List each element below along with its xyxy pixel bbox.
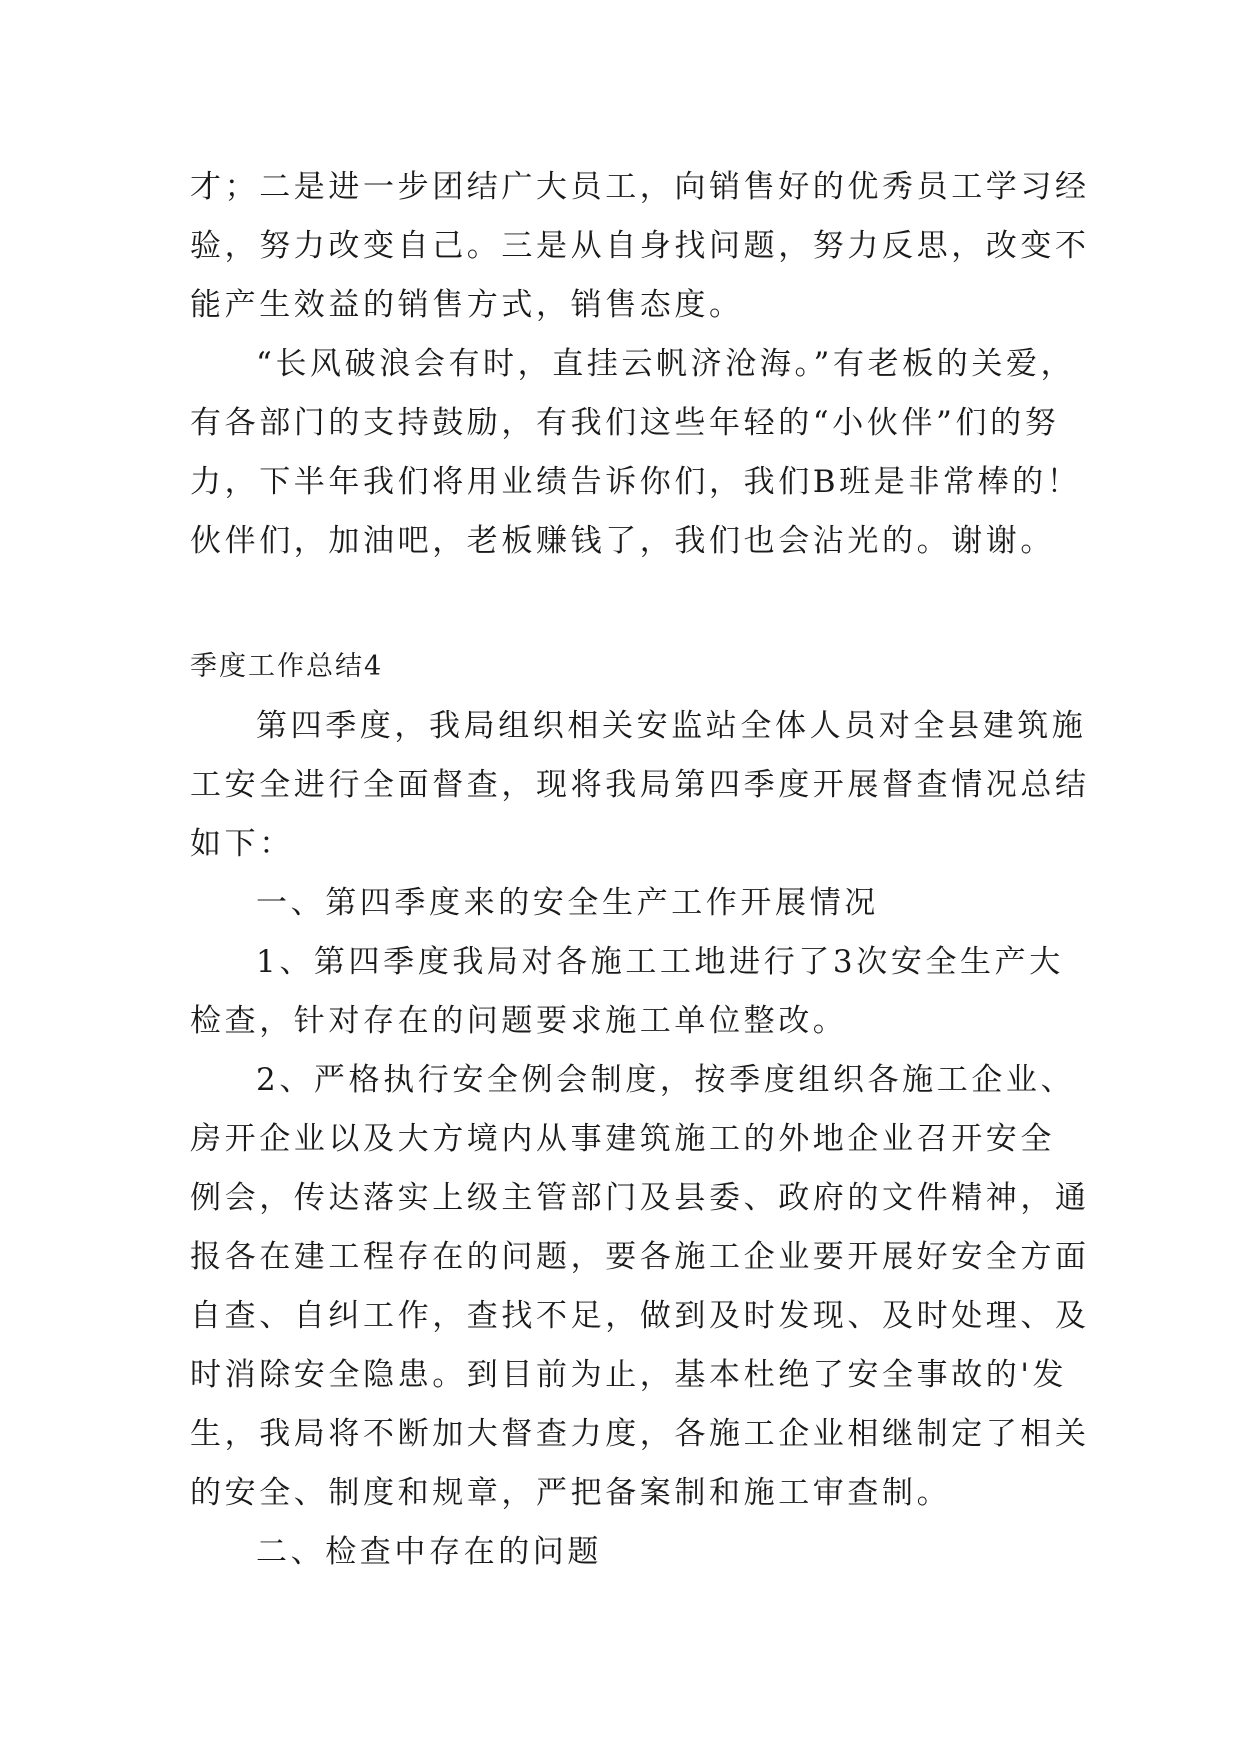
text-line: 有各部门的支持鼓励，有我们这些年轻的“小伙伴”们的努 (190, 405, 1060, 441)
text-line: 的安全、制度和规章，严把备案制和施工审查制。 (190, 1475, 952, 1511)
subheading-2: 二、检查中存在的问题 (256, 1534, 602, 1570)
paragraph-item-2 (190, 1051, 1090, 1523)
text-line: 才；二是进一步团结广大员工，向销售好的优秀员工学习经 (190, 169, 1090, 205)
text-line: 时消除安全隐患。到目前为止，基本杜绝了安全事故的'发 (190, 1357, 1068, 1393)
text-line: 力，下半年我们将用业绩告诉你们，我们B班是非常棒的！ (190, 464, 1082, 500)
text-line: “长风破浪会有时，直挂云帆济沧海。”有老板的关爱， (256, 346, 1076, 382)
subheading-1: 一、第四季度来的安全生产工作开展情况 (256, 885, 879, 921)
paragraph-intro (190, 697, 1090, 874)
text-line: 自查、自纠工作，查找不足，做到及时发现、及时处理、及 (190, 1298, 1090, 1334)
text-line: 房开企业以及大方境内从事建筑施工的外地企业召开安全 (190, 1121, 1055, 1157)
paragraph-item-1 (190, 933, 1064, 1051)
text-line: 报各在建工程存在的问题，要各施工企业要开展好安全方面 (190, 1239, 1090, 1275)
text-line: 验，努力改变自己。三是从自身找问题，努力反思，改变不 (190, 228, 1090, 264)
text-line: 伙伴们，加油吧，老板赚钱了，我们也会沾光的。谢谢。 (190, 523, 1055, 559)
section-spacer (190, 571, 1056, 637)
paragraph-continued (190, 158, 1090, 335)
text-line: 2、严格执行安全例会制度，按季度组织各施工企业、 (256, 1062, 1076, 1098)
text-line: 生，我局将不断加大督查力度，各施工企业相继制定了相关 (190, 1416, 1090, 1452)
document-body (190, 158, 1090, 1582)
text-line: 第四季度，我局组织相关安监站全体人员对全县建筑施 (256, 708, 1087, 744)
text-line: 检查，针对存在的问题要求施工单位整改。 (190, 1003, 848, 1039)
text-line: 能产生效益的销售方式，销售态度。 (190, 287, 744, 323)
section-title: 季度工作总结4 (190, 651, 384, 682)
paragraph-quote (190, 335, 1082, 571)
text-line: 1、第四季度我局对各施工工地进行了3次安全生产大 (256, 944, 1064, 980)
text-line: 例会，传达落实上级主管部门及县委、政府的文件精神，通 (190, 1180, 1090, 1216)
text-line: 工安全进行全面督查，现将我局第四季度开展督查情况总结 (190, 767, 1090, 803)
text-line: 如下： (190, 826, 294, 862)
